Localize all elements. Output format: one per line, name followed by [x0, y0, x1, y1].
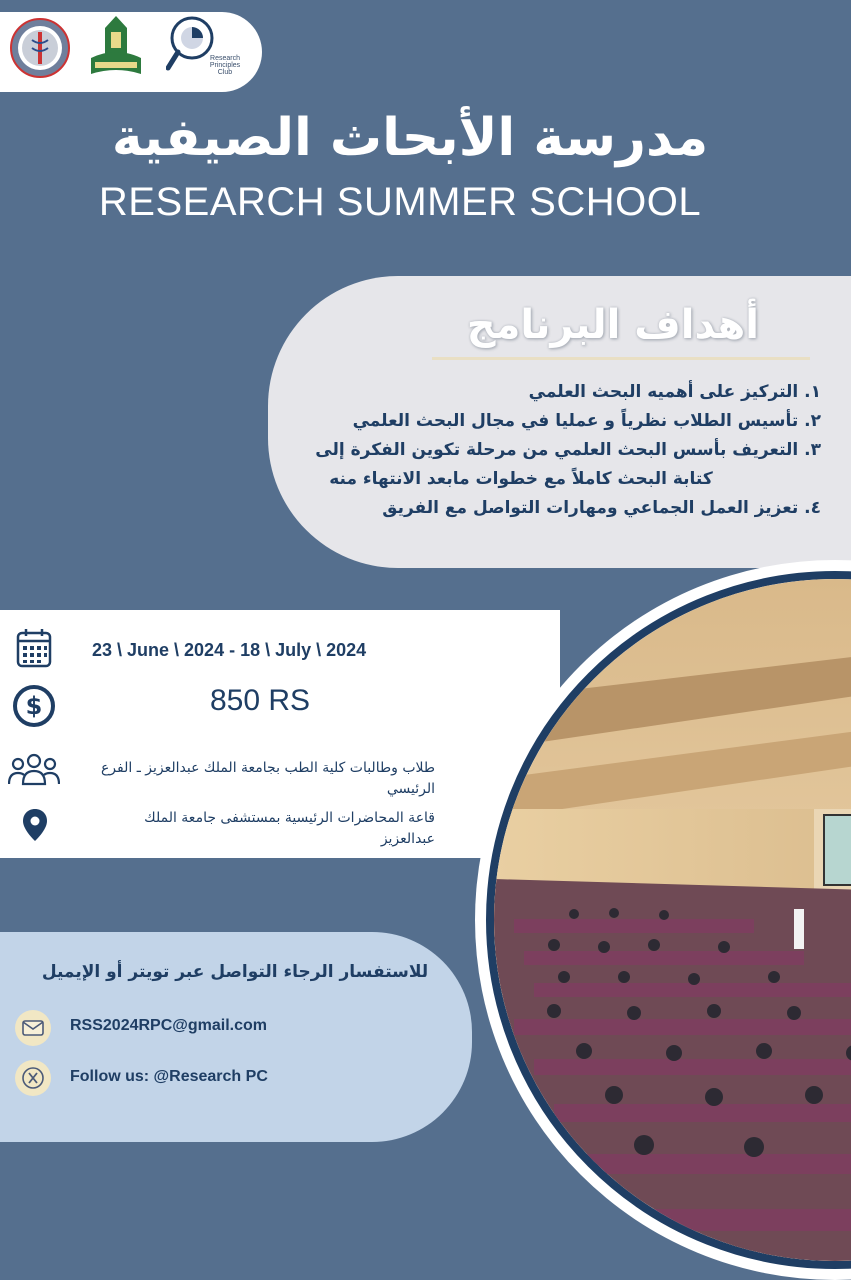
- goal-item-3: ٣. التعريف بأسس البحث العلمي من مرحلة تكوين الفكرة إلى: [315, 440, 821, 460]
- twitter-icon-circle: [15, 1060, 51, 1096]
- research-club-caption: Research Principles Club: [209, 55, 241, 76]
- contact-heading: للاستفسار الرجاء التواصل عبر تويتر أو الإيميل: [41, 962, 429, 982]
- goal-item-2: ٢. تأسيس الطلاب نظرياً و عمليا في مجال البحث العلمي: [352, 411, 821, 431]
- goals-list: [261, 378, 821, 523]
- email-icon-circle: [15, 1010, 51, 1046]
- contact-email[interactable]: RSS2024RPC@gmail.com: [70, 1017, 268, 1034]
- program-dates: 23 \ June \ 2024 - 18 \ July \ 2024: [92, 640, 367, 660]
- goals-underline: [432, 357, 810, 360]
- program-location: قاعة المحاضرات الرئيسية بمستشفى جامعة الملك عبدالعزيز: [144, 810, 435, 847]
- calendar-icon: [16, 628, 52, 668]
- svg-text:$: $: [25, 692, 43, 720]
- goal-item-1: ١. التركيز على أهميه البحث العلمي: [528, 382, 821, 402]
- contact-twitter[interactable]: Follow us: @Research PC: [70, 1068, 268, 1085]
- goals-heading: أهداف البرنامج: [466, 302, 759, 348]
- dollar-icon: [12, 684, 56, 728]
- goal-item-3-continued: كتابة البحث كاملاً مع خطوات مابعد الانتهاء منه: [329, 469, 713, 489]
- goal-item-4: ٤. تعزيز العمل الجماعي ومهارات التواصل مع الفريق: [382, 498, 821, 518]
- university-logo: [87, 14, 145, 82]
- program-price: 850 RS: [209, 684, 311, 717]
- medicine-faculty-logo: [10, 18, 70, 78]
- email-icon: [15, 1010, 51, 1046]
- title-english: RESEARCH SUMMER SCHOOL: [98, 180, 702, 224]
- title-arabic: مدرسة الأبحاث الصيفية: [111, 108, 709, 168]
- group-icon: [8, 752, 60, 786]
- target-audience: طلاب وطالبات كلية الطب بجامعة الملك عبدالعزيز ـ الفرع الرئيسي: [100, 760, 435, 797]
- x-twitter-icon: [15, 1060, 51, 1096]
- location-pin-icon: [22, 808, 48, 842]
